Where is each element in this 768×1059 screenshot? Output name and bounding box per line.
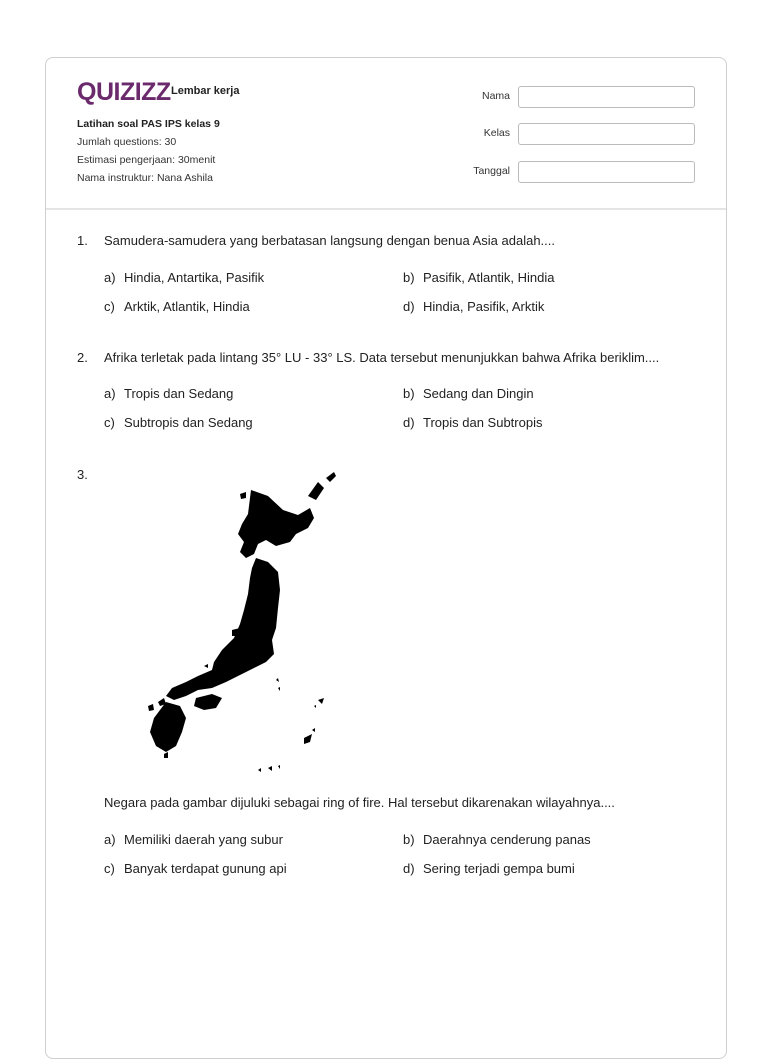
worksheet-title: Latihan soal PAS IPS kelas 9 <box>77 118 220 130</box>
option-letter: b) <box>403 270 415 285</box>
question-text: Negara pada gambar dijuluki sebagai ring of fire. Hal tersebut dikarenakan wilayahnya.... <box>104 795 615 810</box>
option-letter: a) <box>104 832 116 847</box>
worksheet <box>45 57 727 1059</box>
quizizz-logo: QUIZIZZ <box>77 78 171 106</box>
instructor-name: Nama instruktur: Nana Ashila <box>77 172 213 184</box>
option-c <box>104 299 250 314</box>
option-text: Hindia, Pasifik, Arktik <box>423 299 545 314</box>
nama-label: Nama <box>481 90 510 102</box>
question-count: Jumlah questions: 30 <box>77 136 177 148</box>
option-text: Sering terjadi gempa bumi <box>423 861 575 876</box>
nama-field[interactable] <box>518 86 695 108</box>
option-c <box>104 415 253 430</box>
option-text: Arktik, Atlantik, Hindia <box>124 299 250 314</box>
option-b <box>403 832 591 847</box>
sheet-type-label: Lembar kerja <box>171 85 240 97</box>
question-number: 2. <box>77 350 88 365</box>
option-letter: d) <box>403 861 415 876</box>
option-text: Hindia, Antartika, Pasifik <box>124 270 265 285</box>
option-text: Subtropis dan Sedang <box>124 415 253 430</box>
option-b <box>403 270 555 285</box>
option-letter: c) <box>104 861 115 876</box>
option-text: Tropis dan Sedang <box>124 386 234 401</box>
worksheet-header <box>46 58 726 210</box>
option-letter: c) <box>104 415 115 430</box>
option-letter: a) <box>104 270 116 285</box>
option-b <box>403 386 534 401</box>
kelas-label: Kelas <box>483 127 510 139</box>
option-letter: b) <box>403 386 415 401</box>
option-a <box>104 270 264 285</box>
time-estimate: Estimasi pengerjaan: 30menit <box>77 154 216 166</box>
option-d <box>403 415 542 430</box>
option-text: Memiliki daerah yang subur <box>124 832 283 847</box>
question-text: Afrika terletak pada lintang 35° LU - 33° LS. Data tersebut menunjukkan bahwa Afrika beriklim.... <box>104 350 660 365</box>
tanggal-field[interactable] <box>518 161 695 183</box>
question-number: 1. <box>77 233 88 248</box>
option-letter: d) <box>403 415 415 430</box>
japan-map-image <box>108 470 338 780</box>
option-d <box>403 299 544 314</box>
option-text: Tropis dan Subtropis <box>423 415 543 430</box>
option-text: Banyak terdapat gunung api <box>124 861 287 876</box>
option-a <box>104 832 283 847</box>
option-d <box>403 861 575 876</box>
tanggal-label: Tanggal <box>473 165 510 177</box>
option-a <box>104 386 233 401</box>
question-text: Samudera-samudera yang berbatasan langsung dengan benua Asia adalah.... <box>104 233 555 248</box>
option-c <box>104 861 287 876</box>
option-letter: a) <box>104 386 116 401</box>
option-text: Sedang dan Dingin <box>423 386 534 401</box>
kelas-field[interactable] <box>518 123 695 145</box>
option-text: Daerahnya cenderung panas <box>423 832 591 847</box>
option-text: Pasifik, Atlantik, Hindia <box>423 270 555 285</box>
option-letter: d) <box>403 299 415 314</box>
option-letter: c) <box>104 299 115 314</box>
option-letter: b) <box>403 832 415 847</box>
question-number: 3. <box>77 467 88 482</box>
